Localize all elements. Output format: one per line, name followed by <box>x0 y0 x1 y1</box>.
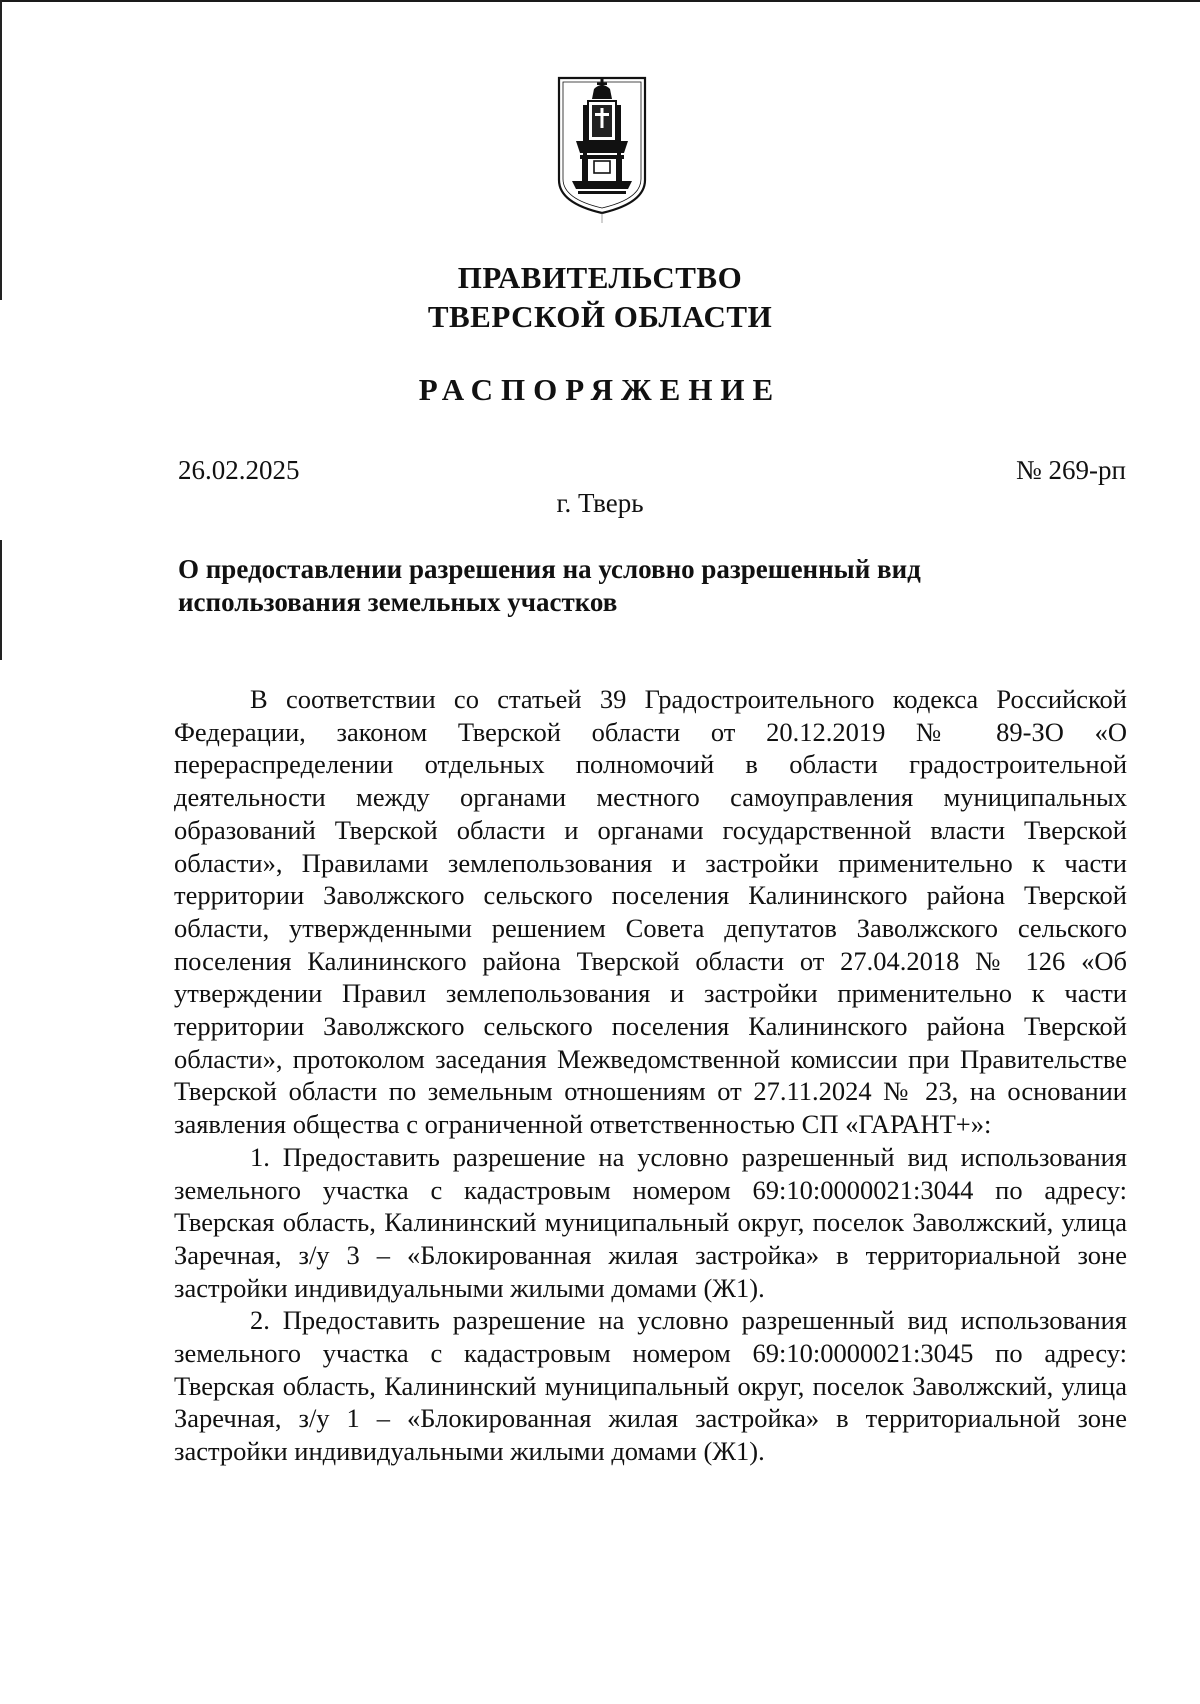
document-date: 26.02.2025 <box>178 455 300 485</box>
document-subject: О предоставлении разрешения на условно разрешенный вид использования земельных участков <box>178 554 921 617</box>
document-body <box>174 683 1127 1468</box>
organization-name-line-2: ТВЕРСКОЙ ОБЛАСТИ <box>427 299 773 334</box>
preamble-paragraph: В соответствии со статьей 39 Градостроительного кодекса Российской Федерации, законом Тверской области от 20.12.2019 № 89-ЗО «О перераспределении отдельных полномочий в области градостроительной деятельности между органами местного самоуправления муниципальных образований Тверской области и органами государственной власти Тверской области», Правилами землепользования и застройки применительно к части территории Заволжского сельского поселения Калининского района Тверской области, утвержденными решением Совета депутатов Заволжского сельского поселения Калининского района Тверской области от 27.04.2018 № 126 «Об утверждении Правил землепользования и застройки применительно к части территории Заволжского сельского поселения Калининского района Тверской области», протоколом заседания Межведомственной комиссии при Правительстве Тверской области по земельным отношениям от 27.11.2024 № 23, на основании заявления общества с ограниченной ответственностью СП «ГАРАНТ+»: <box>174 684 1127 1140</box>
scan-border-left-lower <box>0 540 2 660</box>
clause-2: 2. Предоставить разрешение на условно разрешенный вид использования земельного участка с кадастровым номером 69:10:0000021:3045 по адресу: Тверская область, Калининский муниципальный округ, поселок Заволжский, улица Заречная, з/у 1 – «Блокированная жилая застройка» в территориальной зоне застройки индивидуальными жилыми домами (Ж1). <box>174 1305 1127 1467</box>
document-type: РАСПОРЯЖЕНИЕ <box>418 372 782 407</box>
organization-name-line-1: ПРАВИТЕЛЬСТВО <box>457 260 743 295</box>
tver-coat-of-arms-icon <box>556 75 648 225</box>
document-city: г. Тверь <box>556 488 644 518</box>
scan-border-left <box>0 0 2 300</box>
clause-1: 1. Предоставить разрешение на условно разрешенный вид использования земельного участка с кадастровым номером 69:10:0000021:3044 по адресу: Тверская область, Калининский муниципальный округ, поселок Заволжский, улица Заречная, з/у 3 – «Блокированная жилая застройка» в территориальной зоне застройки индивидуальными жилыми домами (Ж1). <box>174 1141 1127 1303</box>
document-number: № 269-рп <box>1016 455 1126 485</box>
scan-border-top <box>0 0 1200 2</box>
